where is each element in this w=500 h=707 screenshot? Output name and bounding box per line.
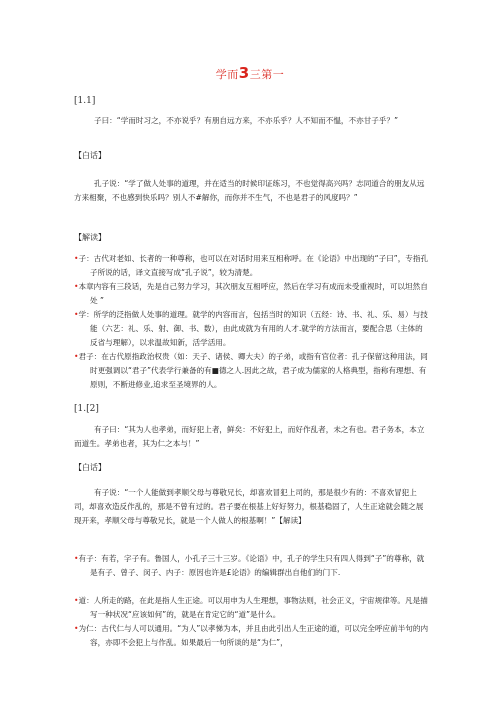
bullet-dot: • bbox=[74, 310, 79, 319]
section-1-quote: 子曰：“学而时习之，不亦说乎？有朋自远方来，不亦乐乎？人不知而不愠，不亦甘子乎？” bbox=[94, 116, 399, 125]
baihua-text-2-body: 有子说：“一个人能做到孝顺父母与尊敬兄长，却喜欢冒犯上司的，那是很少有的：不喜欢冒犯上司，却喜欢造反作乱的，那是不曾有过的。君子要在根基上好好努力，根基稳固了，人生正途就会随之展现开来，孝顺父母与尊敬兄长，就是一个人做人的根基啊！” bbox=[74, 488, 424, 525]
title-number: 3 bbox=[238, 64, 250, 82]
bullet-item bbox=[74, 594, 430, 622]
bullet-dot: • bbox=[74, 596, 79, 605]
bullet-item bbox=[74, 252, 430, 280]
bullet-text: 子：古代对老如、长者的一种尊称，也可以在对话时用来互相称呼。在《论语》中出现的“子曰”，专指孔子所说的话，译文直接写成“孔子说”，较为清楚。 bbox=[78, 254, 429, 277]
bullet-dot: • bbox=[74, 254, 79, 263]
bullet-text: 本章内容有三段话，先是自己努力学习，其次朋友互相呼应，然后在学习有成而未受重视时，可以坦然自处 ” bbox=[78, 282, 428, 305]
bullet-item bbox=[74, 350, 430, 392]
bullet-item bbox=[74, 622, 430, 650]
page-title bbox=[0, 64, 500, 82]
baihua-text-2 bbox=[74, 486, 430, 528]
bullet-text: 有子：有若，字子有。鲁国人，小孔子三十三岁。《论语》中，孔子的学生只有四人得到“子”的尊称，就是有子、曾子、闵子、内子：原因也许是£论语》的编辑群出自他们的门下. bbox=[78, 554, 425, 577]
bullet-text: 为仁：古代仁与人可以通用。“为人”以孝悌为本，并且由此引出人生正途的道，可以完全呼应前半句的内容，亦即不会犯上与作乱。如果最后一句所谈的是“为仁”， bbox=[78, 624, 429, 647]
bullet-text: 君子：在古代原指政治权贵（如：天子、诸侯、卿大夫）的子弟，或指有官位者：孔子保留这种用法，同时更强调以“君子”代表学行兼备的有■德之人.因此之故，君子成为儒家的人格典型，指称有理想、有原则，不断进修业,追求至圣境界的人。 bbox=[78, 352, 428, 389]
bullet-dot: • bbox=[74, 624, 79, 633]
bullet-text: 学：所学的泛指做人处事的道理。就学的内容而言，包括当时的知识（五经：诗、书、礼、乐、易）与技能（六艺：礼、乐、射、御、书、数），由此成就为有用的人才.就学的方法而言，要配合思（主体的反省与理解），以求温故知新，活学活用。 bbox=[78, 310, 428, 347]
bullet-text: 道：人所走的路，在此是指人生正途。可以用申为人生理想，事物法则，社会正义，宇宙规律等。凡是描写一种状况“应该如何”的，就是在肯定它的“道”是什么。 bbox=[78, 596, 428, 619]
bullet-item bbox=[74, 552, 430, 580]
bullet-item bbox=[74, 308, 430, 350]
jiedu-heading-1: 【解读】 bbox=[74, 233, 106, 242]
bullet-dot: • bbox=[74, 282, 79, 291]
title-suffix: 三第一 bbox=[249, 68, 285, 81]
baihua-text-1: 孔子说：“学了做人处事的道理，并在适当的时候印证练习，不也觉得高兴吗？志同道合的朋友从远方来相聚，不也感到快乐吗？别人不#解你，而你并不生气，不也是君子的风度吗？” bbox=[74, 179, 425, 202]
section-2-quote: 有子曰：“其为人也孝弟，而好犯上者，鲜矣：不好犯上，而好作乱者，未之有也。君子务本，本立而道生。孝弟也者，其为仁之本与！” bbox=[74, 425, 425, 448]
baihua-heading-1: 【白话】 bbox=[74, 151, 106, 160]
bullet-item bbox=[74, 280, 430, 308]
bullet-dot: • bbox=[74, 352, 79, 361]
jiedu-heading-2: 【解读】 bbox=[275, 516, 306, 525]
baihua-heading-2: 【白话】 bbox=[74, 463, 106, 472]
section-label-2: [1.[2] bbox=[74, 404, 99, 414]
section-label-1: [1.1] bbox=[74, 96, 96, 106]
bullet-dot: • bbox=[74, 554, 79, 563]
title-prefix: 学而 bbox=[215, 68, 239, 81]
